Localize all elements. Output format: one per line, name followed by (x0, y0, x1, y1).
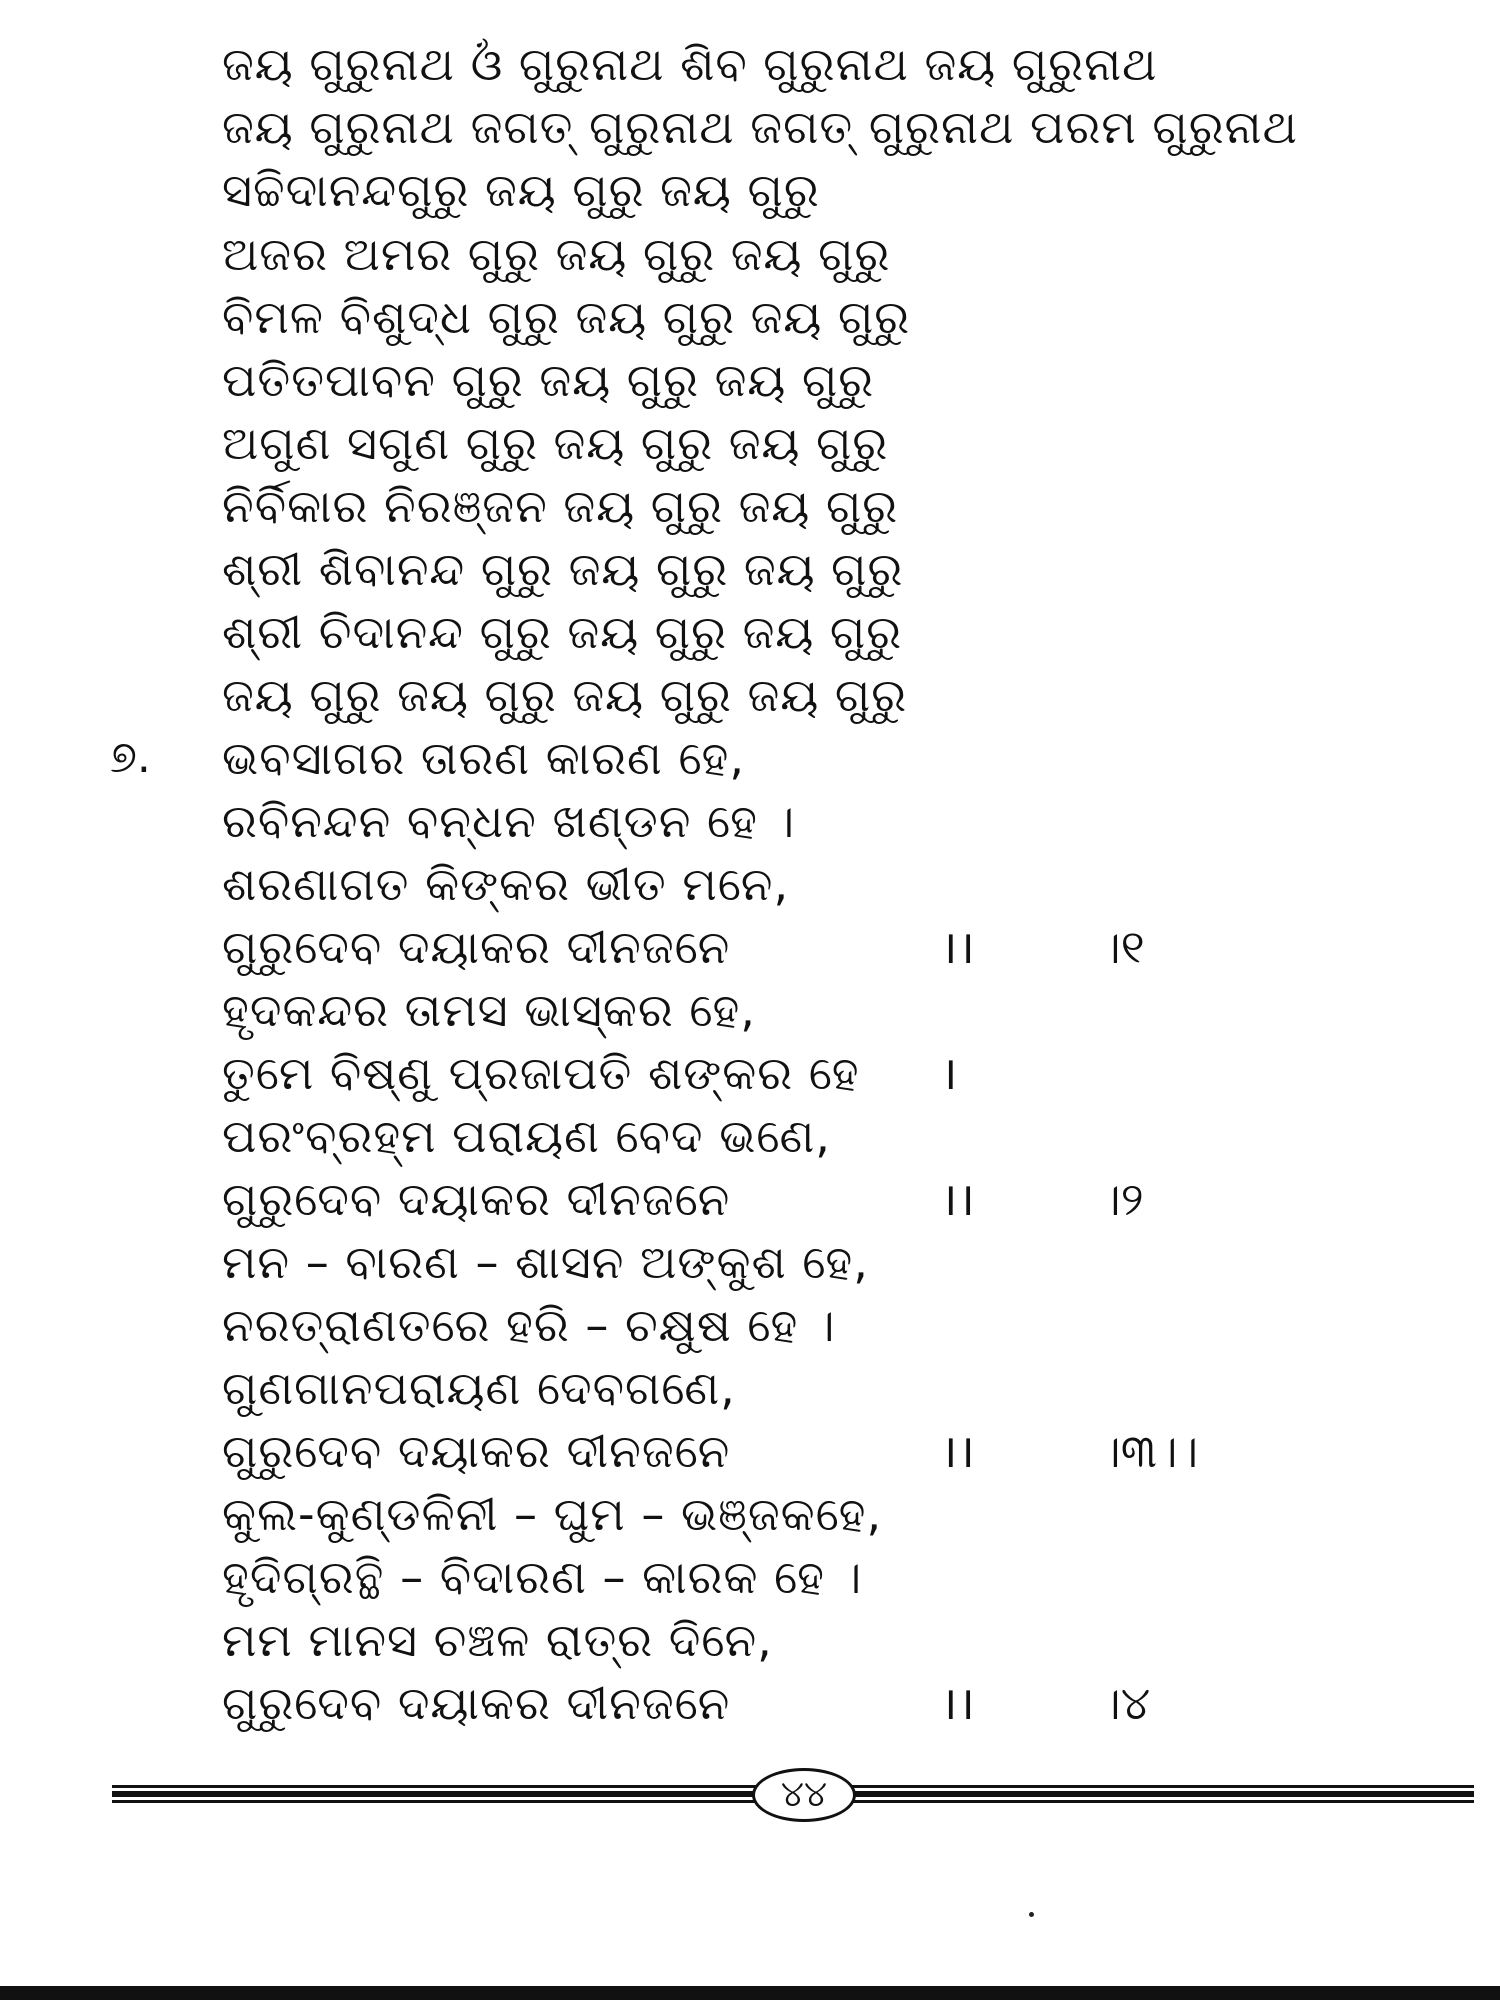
double-danda-1: ।। (940, 920, 975, 974)
chant-line-3: ସଚ୍ଚିଦାନନ୍ଦଗୁରୁ ଜୟ ଗୁରୁ ଜୟ ଗୁରୁ (222, 163, 820, 217)
chant-line-10: ଶ୍ରୀ ଚିଦାନନ୍ଦ ଗୁରୁ ଜୟ ଗୁରୁ ଜୟ ଗୁରୁ (222, 605, 903, 659)
hymn-line-9: ମନ – ବାରଣ – ଶାସନ ଅଙ୍କୁଶ ହେ, (222, 1235, 869, 1289)
hymn-line-10: ନରତ୍ରାଣତରେ ହରି – ଚକ୍ଷୁଷ ହେ । (222, 1298, 836, 1352)
hymn-line-4: ଗୁରୁଦେବ ଦୟାକର ଦୀନଜନେ (222, 920, 731, 974)
stanza-mark-3: ।୩।। (1100, 1424, 1199, 1478)
chant-line-7: ଅଗୁଣ ସଗୁଣ ଗୁରୁ ଜୟ ଗୁରୁ ଜୟ ଗୁରୁ (222, 416, 889, 470)
hymn-line-6: ତୁମେ ବିଷ୍ଣୁ ପ୍ରଜାପତି ଶଙ୍କର ହେ (222, 1046, 860, 1100)
chant-line-8: ନିର୍ବିକାର ନିରଞ୍ଜନ ଜୟ ଗୁରୁ ଜୟ ଗୁରୁ (222, 479, 899, 533)
chant-line-1: ଜୟ ଗୁରୁନାଥ ଓଁ ଗୁରୁନାଥ ଶିବ ଗୁରୁନାଥ ଜୟ ଗୁରୁନାଥ (222, 37, 1158, 91)
stanza-mark-1: ।୧ (1100, 920, 1145, 974)
hymn-line-14: ହୃଦିଗ୍ରନ୍ଥି – ବିଦାରଣ – କାରକ ହେ । (222, 1550, 863, 1604)
page-number: ୪୪ (752, 1768, 856, 1822)
hymn-line-12: ଗୁରୁଦେବ ଦୟାକର ଦୀନଜନେ (222, 1424, 731, 1478)
single-danda-1: । (940, 1046, 958, 1100)
stanza-mark-4: ।୪ (1100, 1676, 1151, 1730)
scan-bottom-edge (0, 1986, 1500, 2000)
chant-line-11: ଜୟ ଗୁରୁ ଜୟ ଗୁରୁ ଜୟ ଗୁରୁ ଜୟ ଗୁରୁ (222, 668, 908, 722)
double-danda-3: ।। (940, 1424, 975, 1478)
hymn-line-7: ପରଂବ୍ରହ୍ମ ପରାୟଣ ବେଦ ଭଣେ, (222, 1109, 831, 1163)
chant-line-2: ଜୟ ଗୁରୁନାଥ ଜଗତ୍ ଗୁରୁନାଥ ଜଗତ୍ ଗୁରୁନାଥ ପରମ ଗୁରୁନାଥ (222, 100, 1298, 154)
stanza-mark-2: ।୨ (1100, 1172, 1144, 1226)
chant-line-5: ବିମଳ ବିଶୁଦ୍ଧ ଗୁରୁ ଜୟ ଗୁରୁ ଜୟ ଗୁରୁ (222, 290, 911, 344)
scan-speck (1029, 1912, 1034, 1917)
double-danda-4: ।। (940, 1676, 975, 1730)
hymn-line-13: କୁଲ-କୁଣ୍ଡଳିନୀ – ଘୁମ – ଭଞ୍ଜକହେ, (222, 1487, 883, 1541)
hymn-line-3: ଶରଣାଗତ କିଙ୍କର ଭୀତ ମନେ, (222, 857, 790, 911)
hymn-line-5: ହୃଦକନ୍ଦର ତାମସ ଭାସ୍କର ହେ, (222, 983, 756, 1037)
hymn-line-16: ଗୁରୁଦେବ ଦୟାକର ଦୀନଜନେ (222, 1676, 731, 1730)
hymn-number: ୭. (110, 732, 151, 783)
hymn-line-15: ମମ ମାନସ ଚଞ୍ଚଳ ରାତ୍ର ଦିନେ, (222, 1613, 773, 1667)
chant-line-4: ଅଜର ଅମର ଗୁରୁ ଜୟ ଗୁରୁ ଜୟ ଗୁରୁ (222, 227, 891, 281)
chant-line-6: ପତିତପାବନ ଗୁରୁ ଜୟ ଗୁରୁ ଜୟ ଗୁରୁ (222, 353, 875, 407)
hymn-line-2: ରବିନନ୍ଦନ ବନ୍ଧନ ଖଣ୍ଡନ ହେ । (222, 794, 796, 848)
chant-line-9: ଶ୍ରୀ ଶିବାନନ୍ଦ ଗୁରୁ ଜୟ ଗୁରୁ ଜୟ ଗୁରୁ (222, 542, 904, 596)
hymn-line-11: ଗୁଣଗାନପରାୟଣ ଦେବଗଣେ, (222, 1361, 736, 1415)
hymn-line-1: ଭବସାଗର ତାରଣ କାରଣ ହେ, (222, 731, 745, 785)
hymn-line-8: ଗୁରୁଦେବ ଦୟାକର ଦୀନଜନେ (222, 1172, 731, 1226)
double-danda-2: ।। (940, 1172, 975, 1226)
